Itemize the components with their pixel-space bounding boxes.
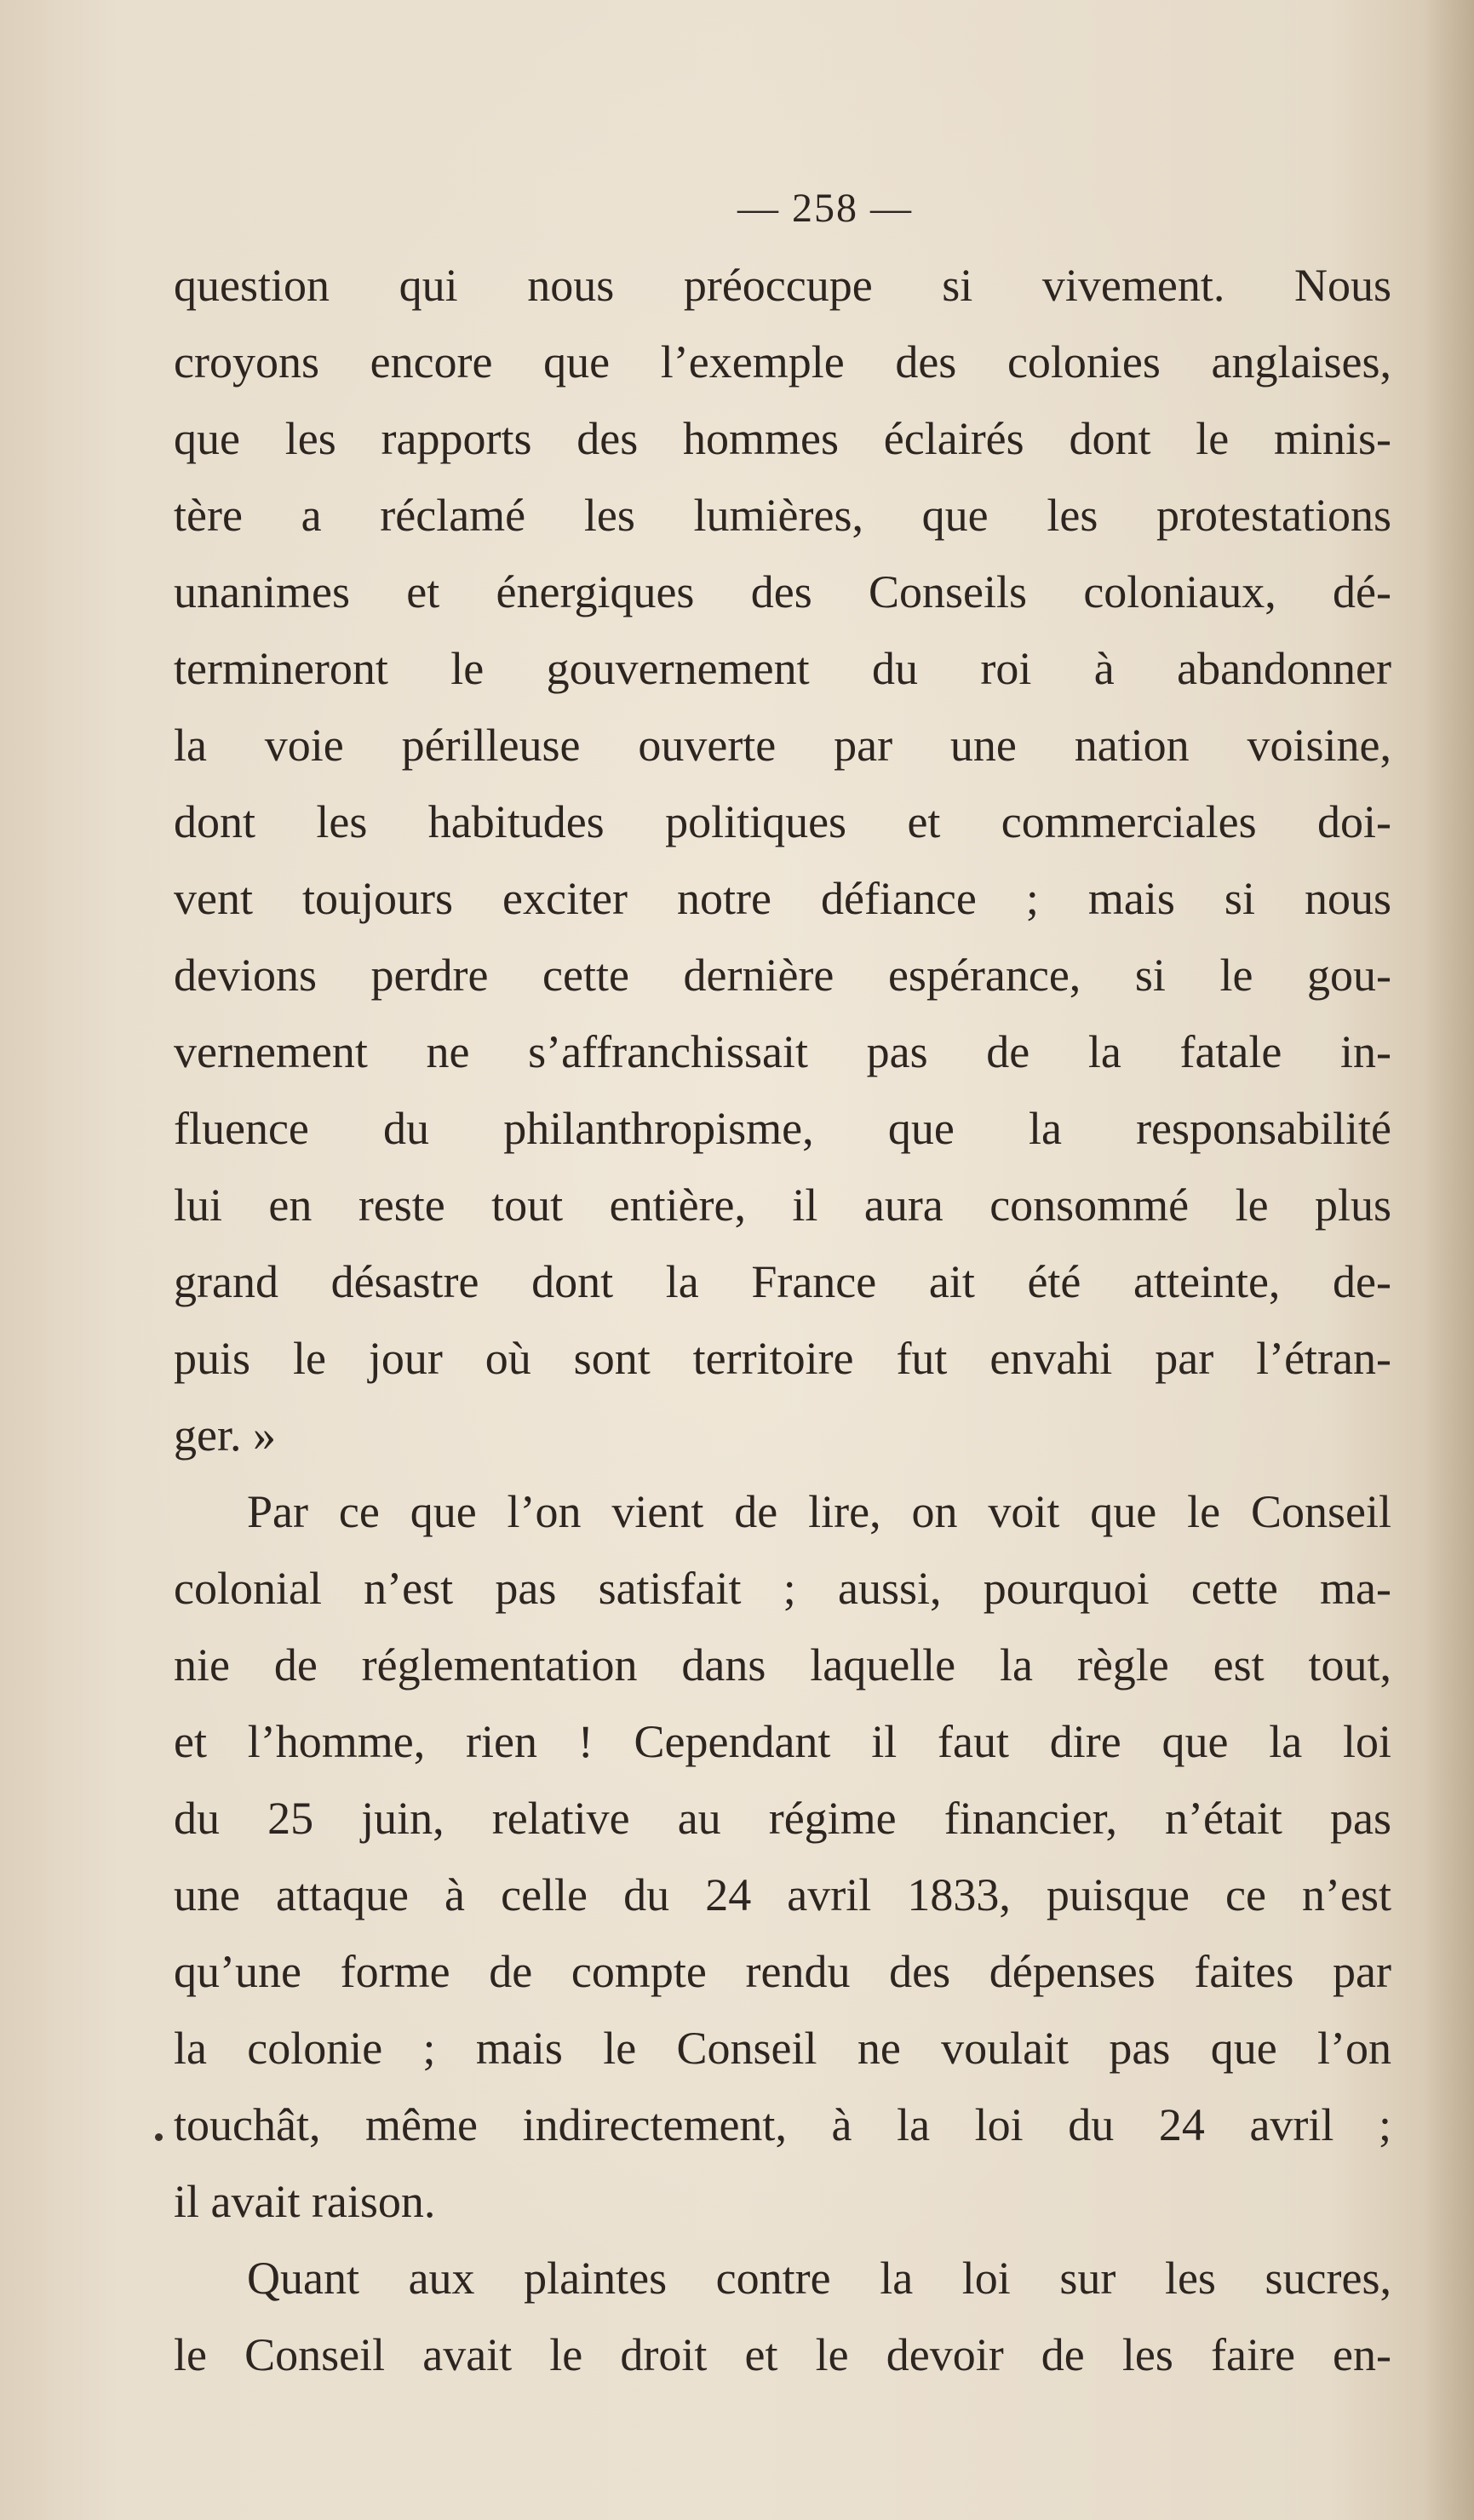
- text-line: et l’homme, rien ! Cependant il faut dire que la loi: [174, 1716, 1391, 1767]
- text-line: que les rapports des hommes éclairés dont le minis-: [174, 413, 1391, 464]
- text-line: vent toujours exciter notre défiance ; mais si nous: [174, 873, 1391, 924]
- text-line: puis le jour où sont territoire fut envahi par l’étran-: [174, 1333, 1391, 1384]
- text-line: question qui nous préoccupe si vivement. Nous: [174, 260, 1391, 311]
- text-line: tère a réclamé les lumières, que les protestations: [174, 490, 1391, 541]
- text-line: une attaque à celle du 24 avril 1833, puisque ce n’est: [174, 1869, 1391, 1920]
- text-line: grand désastre dont la France ait été atteinte, de-: [174, 1256, 1391, 1307]
- text-line: devions perdre cette dernière espérance, si le gou-: [174, 950, 1391, 1001]
- text-line: dont les habitudes politiques et commerciales doi-: [174, 796, 1391, 847]
- text-line: termineront le gouvernement du roi à abandonner: [174, 643, 1391, 694]
- text-line: vernement ne s’affranchissait pas de la fatale in-: [174, 1026, 1391, 1077]
- page-edge-shadow: [1423, 0, 1474, 2520]
- paragraph-end-line: il avait raison.: [174, 2176, 436, 2227]
- text-line: qu’une forme de compte rendu des dépenses faites par: [174, 1946, 1391, 1997]
- text-line: fluence du philanthropisme, que la responsabilité: [174, 1103, 1391, 1154]
- text-line: croyons encore que l’exemple des colonies anglaises,: [174, 336, 1391, 387]
- paragraph-start-line: Par ce que l’on vient de lire, on voit que le Conseil: [247, 1486, 1391, 1537]
- text-line: touchât, même indirectement, à la loi du 24 avril ;: [174, 2099, 1391, 2150]
- text-line: la colonie ; mais le Conseil ne voulait pas que l’on: [174, 2023, 1391, 2074]
- text-line: unanimes et énergiques des Conseils coloniaux, dé-: [174, 566, 1391, 617]
- text-line: nie de réglementation dans laquelle la règle est tout,: [174, 1639, 1391, 1691]
- text-line: colonial n’est pas satisfait ; aussi, pourquoi cette ma-: [174, 1563, 1391, 1614]
- page-number: — 258 —: [737, 186, 913, 231]
- text-line: le Conseil avait le droit et le devoir de les faire en-: [174, 2329, 1391, 2380]
- margin-ink-dot: [155, 2133, 163, 2141]
- page-text: [174, 170, 1391, 2393]
- paragraph-start-line: Quant aux plaintes contre la loi sur les sucres,: [247, 2253, 1391, 2304]
- text-line: la voie périlleuse ouverte par une nation voisine,: [174, 720, 1391, 771]
- text-line: du 25 juin, relative au régime financier, n’était pas: [174, 1793, 1391, 1844]
- text-line: lui en reste tout entière, il aura consommé le plus: [174, 1180, 1391, 1231]
- paragraph-end-line: ger. »: [174, 1409, 276, 1461]
